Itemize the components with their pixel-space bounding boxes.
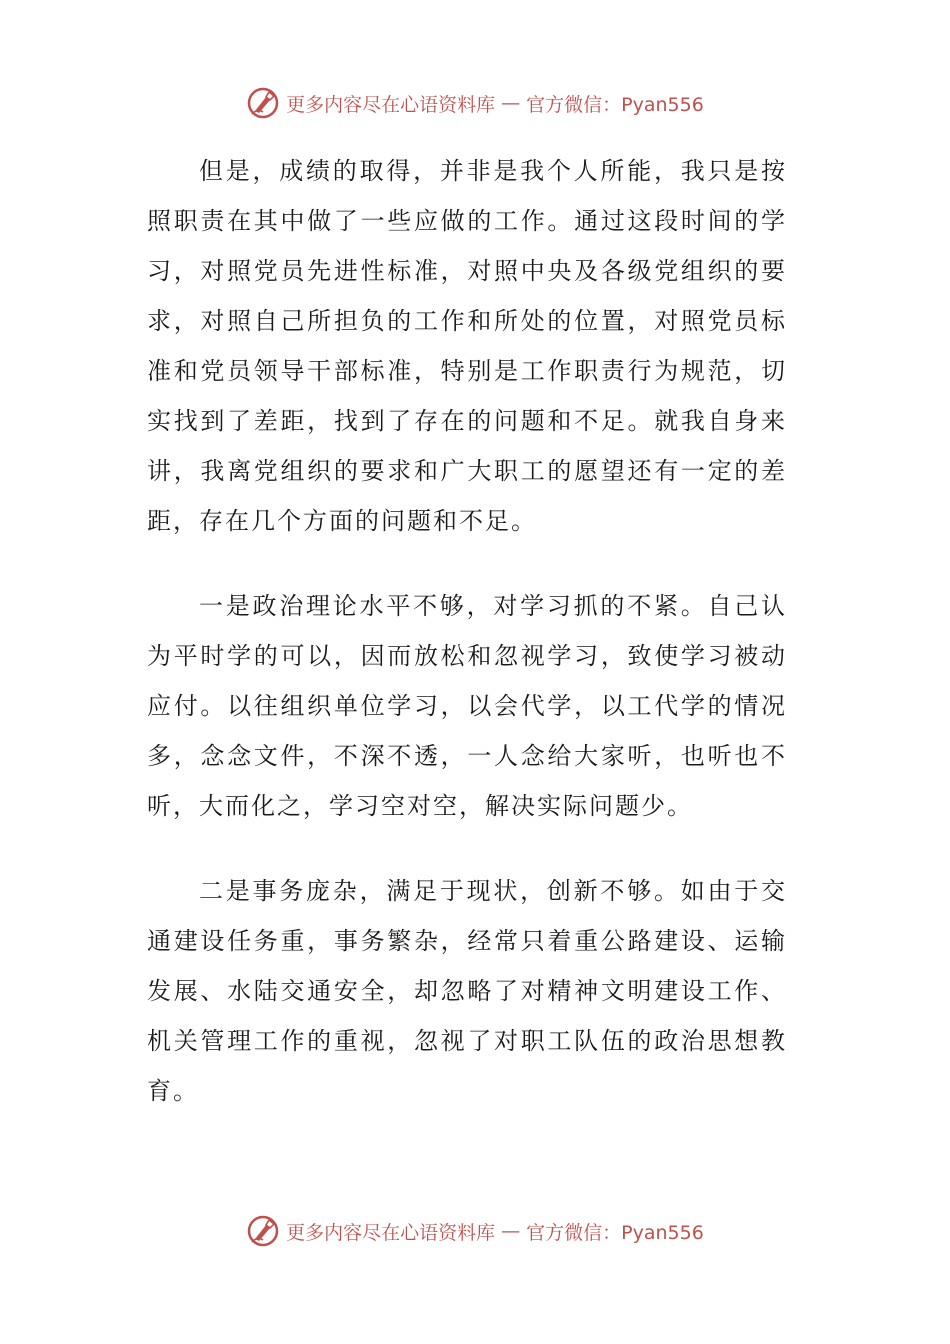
paragraph-2: 一是政治理论水平不够，对学习抓的不紧。自己认为平时学的可以，因而放松和忽视学习，致使学习被动应付。以往组织单位学习，以会代学，以工代学的情况多，念念文件，不深不透，一人念给大家听，也听也不听，大而化之，学习空对空，解决实际问题少。 [147, 592, 787, 820]
footer-brand [246, 1214, 704, 1248]
pen-nib-icon [246, 86, 280, 120]
paragraph-1: 但是，成绩的取得，并非是我个人所能，我只是按照职责在其中做了一些应做的工作。通过这段时间的学习，对照党员先进性标准，对照中央及各级党组织的要求，对照自己所担负的工作和所处的位置，对照党员标准和党员领导干部标准，特别是工作职责行为规范，切实找到了差距，找到了存在的问题和不足。就我自身来讲，我离党组织的要求和广大职工的愿望还有一定的差距，存在几个方面的问题和不足。 [147, 157, 787, 535]
footer-separator: — [501, 1220, 521, 1242]
header-contact: 官方微信：Pyan556 [526, 93, 704, 116]
paragraph-3: 二是事务庞杂，满足于现状，创新不够。如由于交通建设任务重，事务繁杂，经常只着重公路建设、运输发展、水陆交通安全，却忽略了对精神文明建设工作、机关管理工作的重视，忽视了对职工队伍的政治思想教育。 [147, 877, 787, 1105]
header-separator: — [501, 92, 521, 114]
footer-contact: 官方微信：Pyan556 [526, 1221, 704, 1244]
footer-brand-text: 更多内容尽在心语资料库 [286, 1221, 496, 1244]
document-body [147, 146, 787, 1116]
header-brand [246, 86, 704, 120]
pen-nib-icon [246, 1214, 280, 1248]
header-brand-text: 更多内容尽在心语资料库 [286, 93, 496, 116]
page-header [0, 83, 950, 123]
page-footer [0, 1211, 950, 1251]
